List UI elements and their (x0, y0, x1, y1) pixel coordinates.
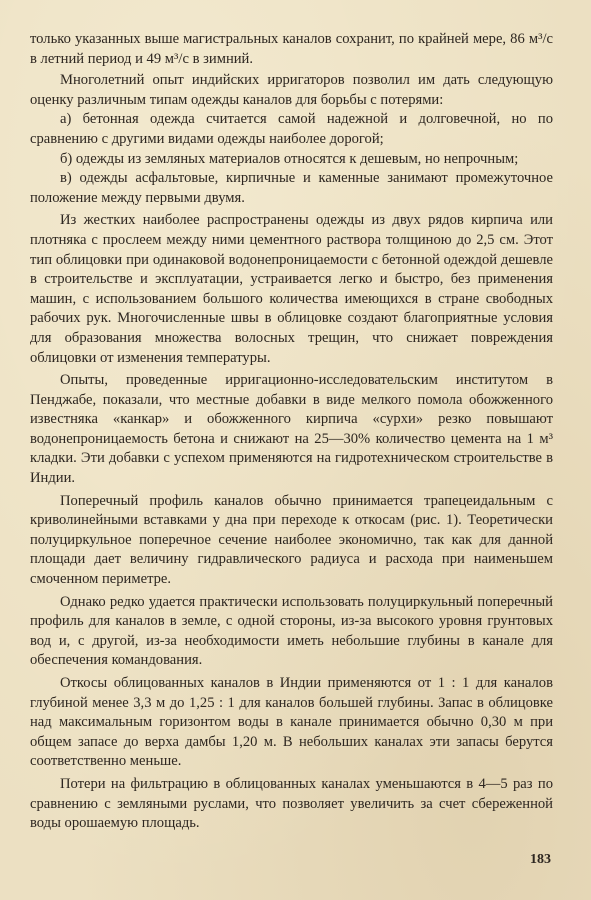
paragraph-punjab-experiments: Опыты, проведенные ирригационно-исследовательским институтом в Пенджабе, показали, что местные добавки в виде мелкого помола обожженного известняка «канкар» и обожженного кирпича «сурхи» резко повышают водонепроницаемость бетона и снижают на 25—30% количество цемента на 1 м³ кладки. Эти добавки с успехом применяются на гидротехническом строительстве в Индии. (30, 372, 553, 487)
list-item-a: а) бетонная одежда считается самой надежной и долговечной, но по сравнению с другими видами одежды наиболее дорогой; (30, 111, 553, 147)
paragraph-indian-experience: Многолетний опыт индийских ирригаторов позволил им дать следующую оценку различным типам одежды каналов для борьбы с потерями: (30, 72, 553, 108)
paragraph-semicircular-profile: Однако редко удается практически использовать полуциркульный поперечный профиль для каналов в земле, с одной стороны, из-за высокого уровня грунтовых вод и, с другой, из-за необходимости иметь небольшие глубины в канале для обеспечения командования. (30, 593, 553, 669)
page-number: 183 (530, 852, 551, 867)
paragraph-continuation: только указанных выше магистральных каналов сохранит, по крайней мере, 86 м³/с в летний период и 49 м³/с в зимний. (30, 31, 553, 67)
book-page (30, 30, 553, 890)
paragraph-slopes: Откосы облицованных каналов в Индии применяются от 1 : 1 для каналов глубиной менее 3,3 м до 1,25 : 1 для каналов большей глубины. Запас в облицовке над максимальным горизонтом воды в канале принимается обычно 0,30 м при общем запасе до верха дамбы 1,20 м. В небольших каналах эти запасы берутся соответственно меньше. (30, 675, 553, 770)
paragraph-cross-section: Поперечный профиль каналов обычно принимается трапецеидальным с криволинейными вставками у дна при переходе к откосам (рис. 1). Теоретически полуциркульное поперечное сечение наиболее экономично, так как для данной площади дает величину гидравлического радиуса и расхода при наименьшем смоченном периметре. (30, 492, 553, 588)
list-item-b: б) одежды из земляных материалов относятся к дешевым, но непрочным; (60, 150, 519, 167)
paragraph-filtration-losses: Потери на фильтрацию в облицованных каналах уменьшаются в 4—5 раз по сравнению с земляными руслами, что позволяет увеличить за счет сбереженной воды орошаемую площадь. (30, 775, 553, 832)
list-item-c: в) одежды асфальтовые, кирпичные и каменные занимают промежуточное положение между первыми двумя. (30, 170, 553, 206)
paragraph-rigid-linings: Из жестких наиболее распространены одежды из двух рядов кирпича или плотняка с прослеем между ними цементного раствора толщиною до 2,5 см. Этот тип облицовки при одинаковой водонепроницаемости с бетонной одеждой дешевле в строительстве и эксплуатации, устраивается легко и быстро, без применения машин, с использованием большого количества имеющихся в стране свободных рабочих рук. Многочисленные швы в облицовке создают благоприятные условия для образования множества волосных трещин, что снижает повреждения облицовки от изменения температуры. (30, 212, 553, 366)
